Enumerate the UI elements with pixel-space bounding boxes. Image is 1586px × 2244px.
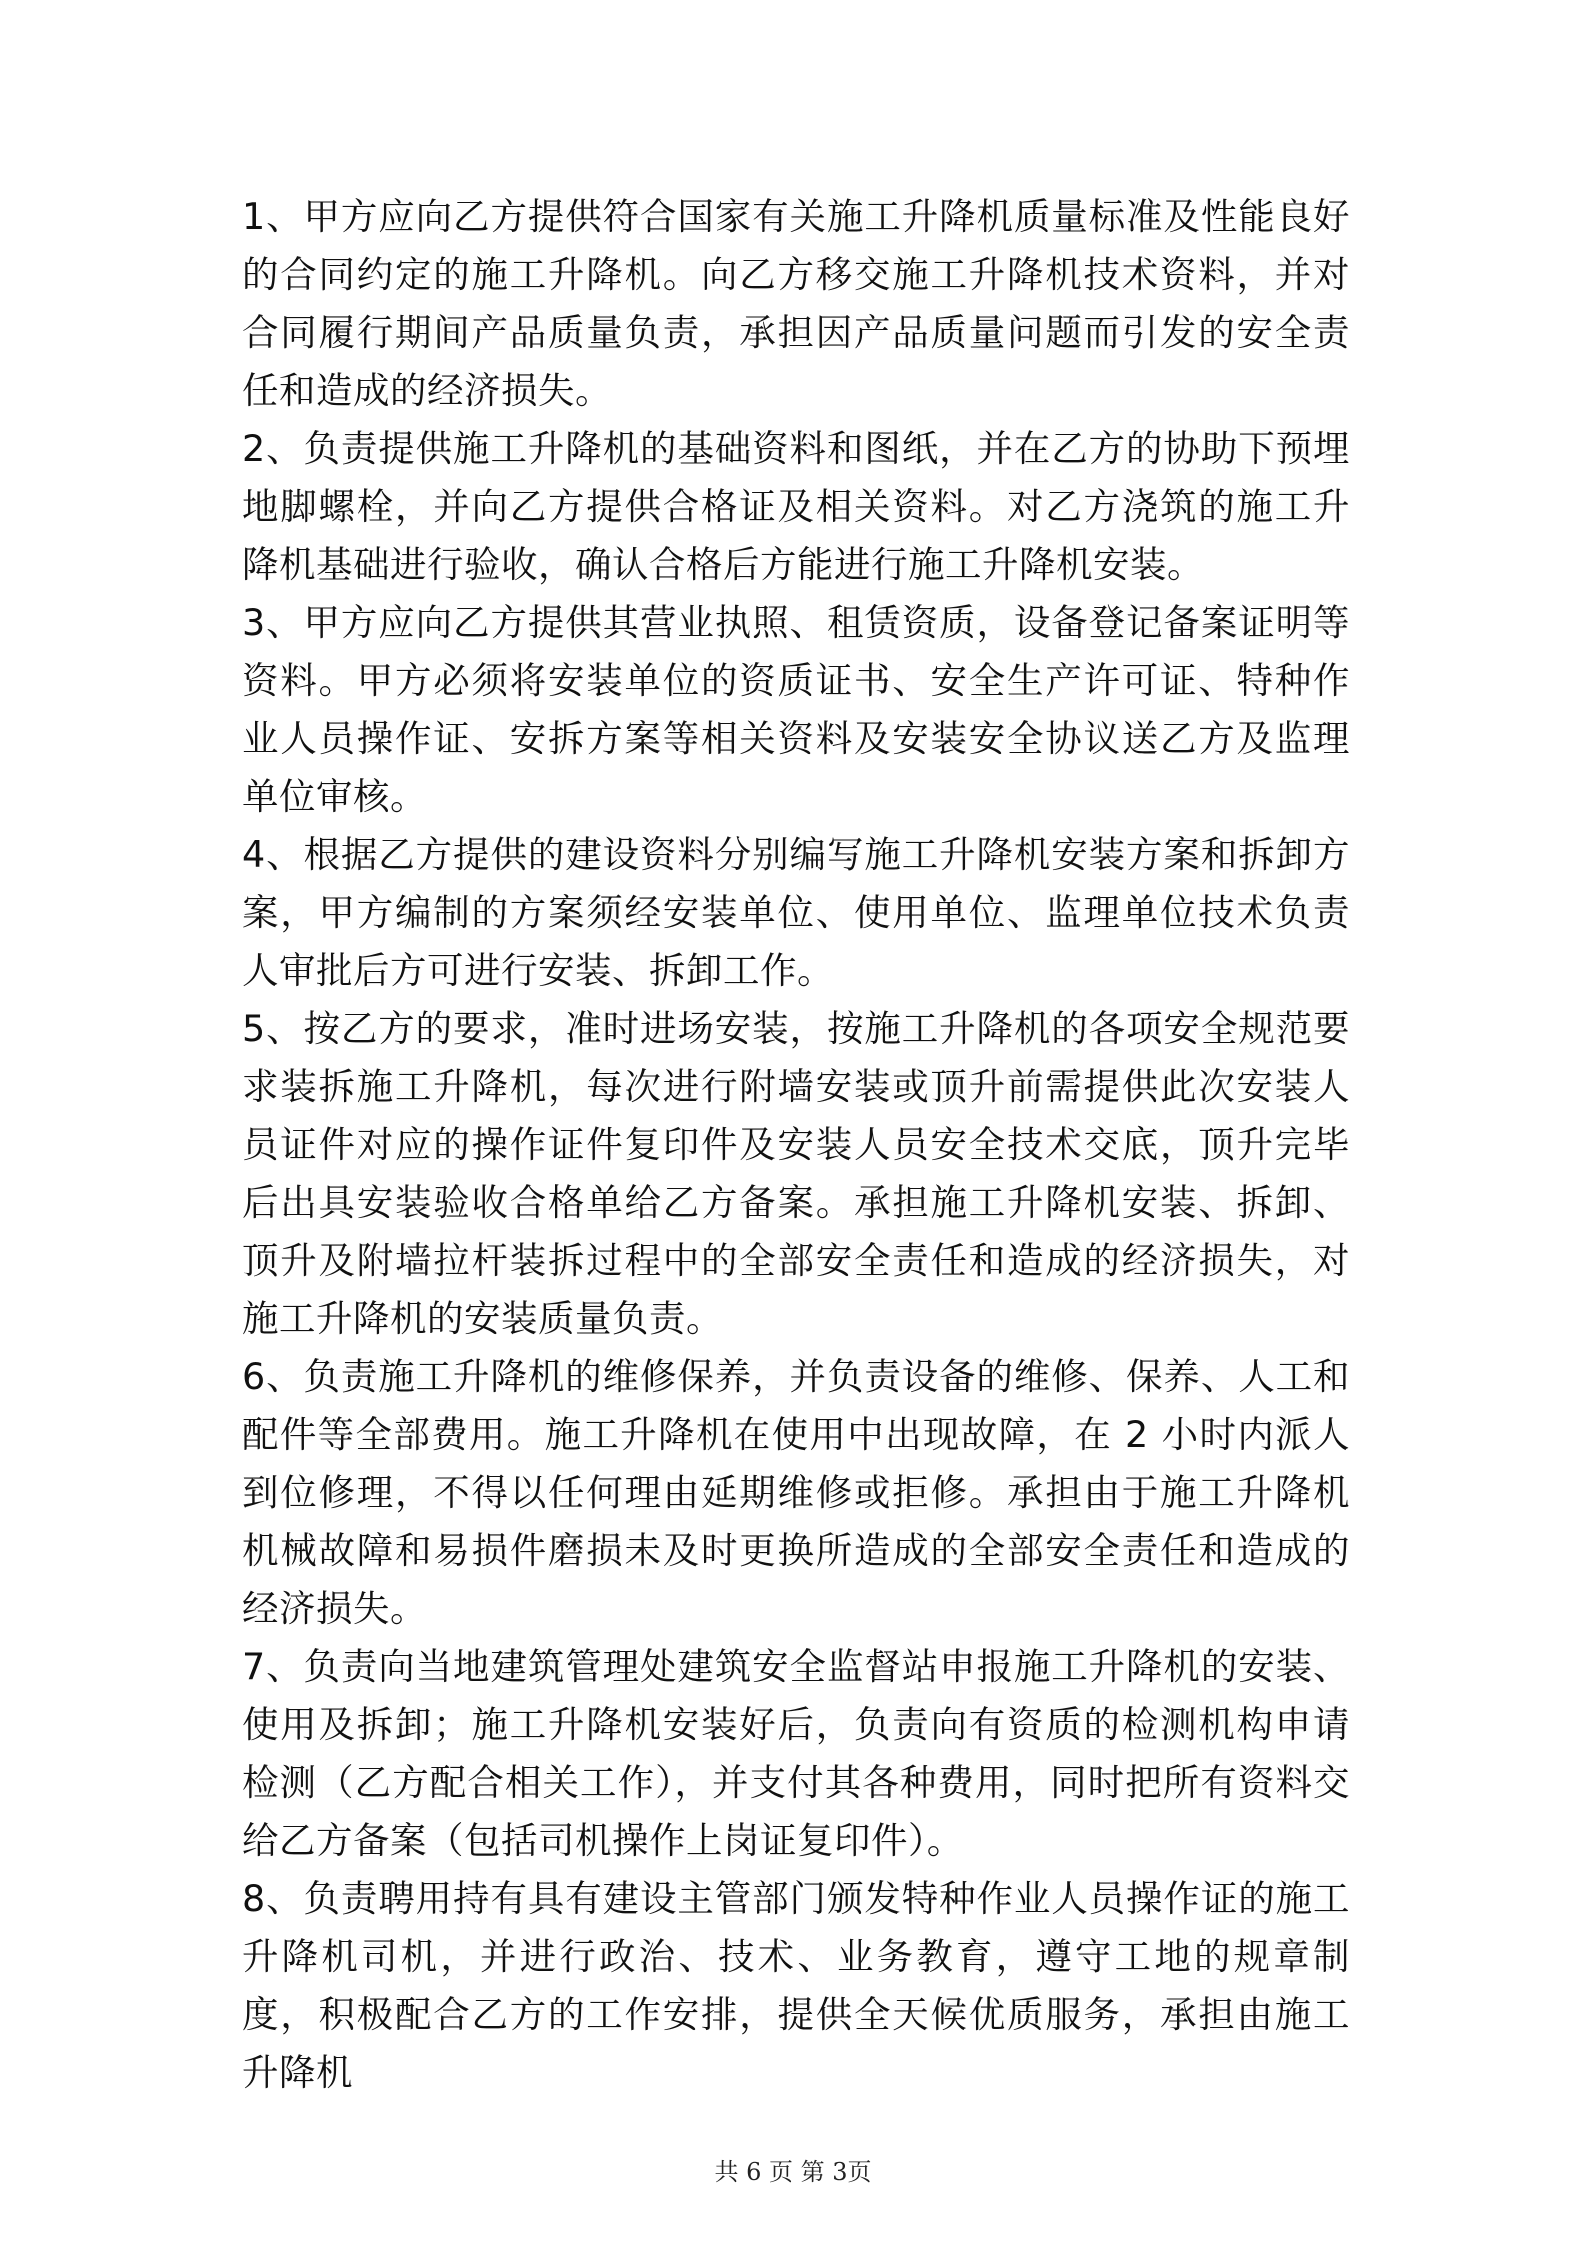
clause-5: 5、按乙方的要求，准时进场安装，按施工升降机的各项安全规范要求装拆施工升降机，每次进行附墙安装或顶升前需提供此次安装人员证件对应的操作证件复印件及安装人员安全技术交底，顶升完毕后出具安装验收合格单给乙方备案。承担施工升降机安装、拆卸、顶升及附墙拉杆装拆过程中的全部安全责任和造成的经济损失，对施工升降机的安装质量负责。 [242,1007,1350,1340]
clause-3: 3、甲方应向乙方提供其营业执照、租赁资质，设备登记备案证明等资料。甲方必须将安装单位的资质证书、安全生产许可证、特种作业人员操作证、安拆方案等相关资料及安装安全协议送乙方及监理单位审核。 [242,601,1350,818]
clause-6: 6、负责施工升降机的维修保养，并负责设备的维修、保养、人工和配件等全部费用。施工升降机在使用中出现故障，在 2 小时内派人到位修理，不得以任何理由延期维修或拒修。承担由于施工升降机机械故障和易损件磨损未及时更换所造成的全部安全责任和造成的经济损失。 [242,1355,1350,1630]
clause-4: 4、根据乙方提供的建设资料分别编写施工升降机安装方案和拆卸方案，甲方编制的方案须经安装单位、使用单位、监理单位技术负责人审批后方可进行安装、拆卸工作。 [242,833,1350,992]
clause-7: 7、负责向当地建筑管理处建筑安全监督站申报施工升降机的安装、使用及拆卸；施工升降机安装好后，负责向有资质的检测机构申请检测（乙方配合相关工作），并支付其各种费用，同时把所有资料交给乙方备案（包括司机操作上岗证复印件）。 [242,1645,1350,1862]
page-number-footer: 共 6 页 第 3页 [714,2158,872,2186]
clause-1: 1、甲方应向乙方提供符合国家有关施工升降机质量标准及性能良好的合同约定的施工升降机。向乙方移交施工升降机技术资料，并对合同履行期间产品质量负责，承担因产品质量问题而引发的安全责任和造成的经济损失。 [242,195,1350,412]
document-body [242,188,1350,2102]
clause-8: 8、负责聘用持有具有建设主管部门颁发特种作业人员操作证的施工升降机司机，并进行政治、技术、业务教育，遵守工地的规章制度，积极配合乙方的工作安排，提供全天候优质服务，承担由施工升降机 [242,1877,1350,2094]
clause-2: 2、负责提供施工升降机的基础资料和图纸，并在乙方的协助下预埋地脚螺栓，并向乙方提供合格证及相关资料。对乙方浇筑的施工升降机基础进行验收，确认合格后方能进行施工升降机安装。 [242,427,1350,586]
